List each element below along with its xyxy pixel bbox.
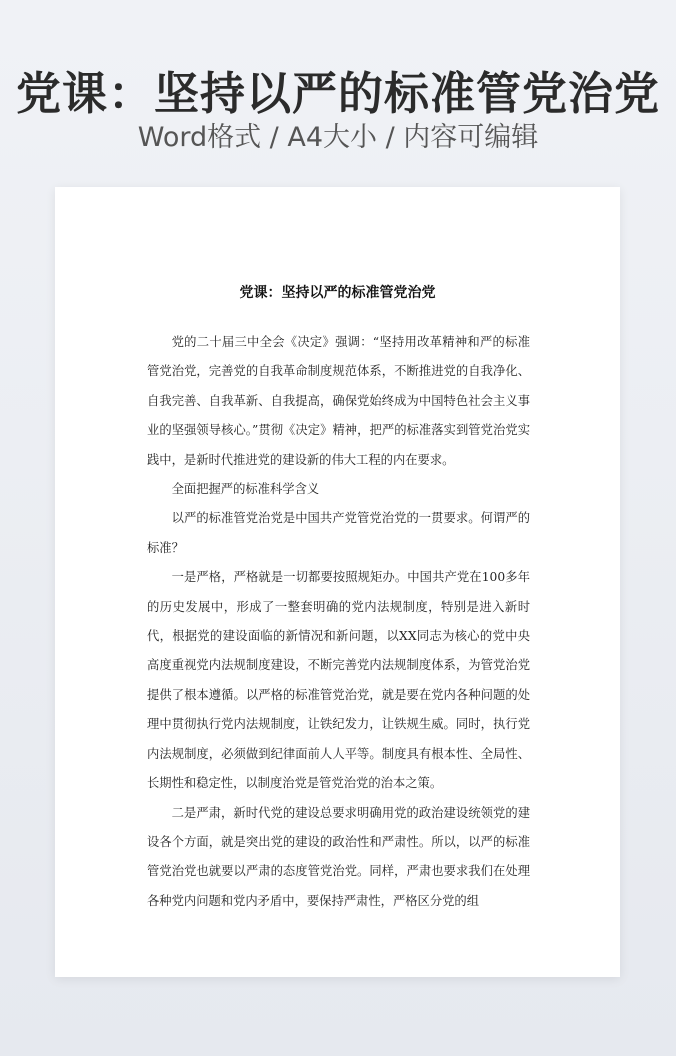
paragraph: 以严的标准管党治党是中国共产党管党治党的一贯要求。何谓严的标准？ bbox=[147, 511, 530, 555]
banner-title: 党课：坚持以严的标准管党治党 bbox=[15, 67, 660, 120]
section-heading: 全面把握严的标准科学含义 bbox=[171, 482, 320, 497]
paragraph: 二是严肃，新时代党的建设总要求明确用党的政治建设统领党的建设各个方面，就是突出党的建设的政治性和严肃性。所以，以严的标准管党治党也就要以严肃的态度管党治党。同样，严肃也要求我们在处理各种党内问题和党内矛盾中，要保持严肃性，严格区分党的组 bbox=[147, 805, 530, 908]
paragraph: 一是严格，严格就是一切都要按照规矩办。中国共产党在100多年的历史发展中，形成了一整套明确的党内法规制度，特别是进入新时代，根据党的建设面临的新情况和新问题，以XX同志为核心的党中央高度重视党内法规制度建设，不断完善党内法规制度体系，为管党治党提供了根本遵循。以严格的标准管党治党，就是要在党内各种问题的处理中贯彻执行党内法规制度，让铁纪发力，让铁规生威。同时，执行党内法规制度，必须做到纪律面前人人平等。制度具有根本性、全局性、长期性和稳定性，以制度治党是管党治党的治本之策。 bbox=[147, 570, 530, 791]
document-body bbox=[147, 328, 530, 916]
paragraph-intro: 党的二十届三中全会《决定》强调：“坚持用改革精神和严的标准管党治党，完善党的自我革命制度规范体系，不断推进党的自我净化、自我完善、自我革新、自我提高，确保党始终成为中国特色社会主义事业的坚强领导核心。”贯彻《决定》精神，把严的标准落实到管党治党实践中，是新时代推进党的建设新的伟大工程的内在要求。 bbox=[147, 335, 530, 467]
banner-subtitle: Word格式 / A4大小 / 内容可编辑 bbox=[137, 122, 539, 153]
document-page bbox=[55, 187, 620, 977]
document-title: 党课：坚持以严的标准管党治党 bbox=[239, 285, 436, 301]
